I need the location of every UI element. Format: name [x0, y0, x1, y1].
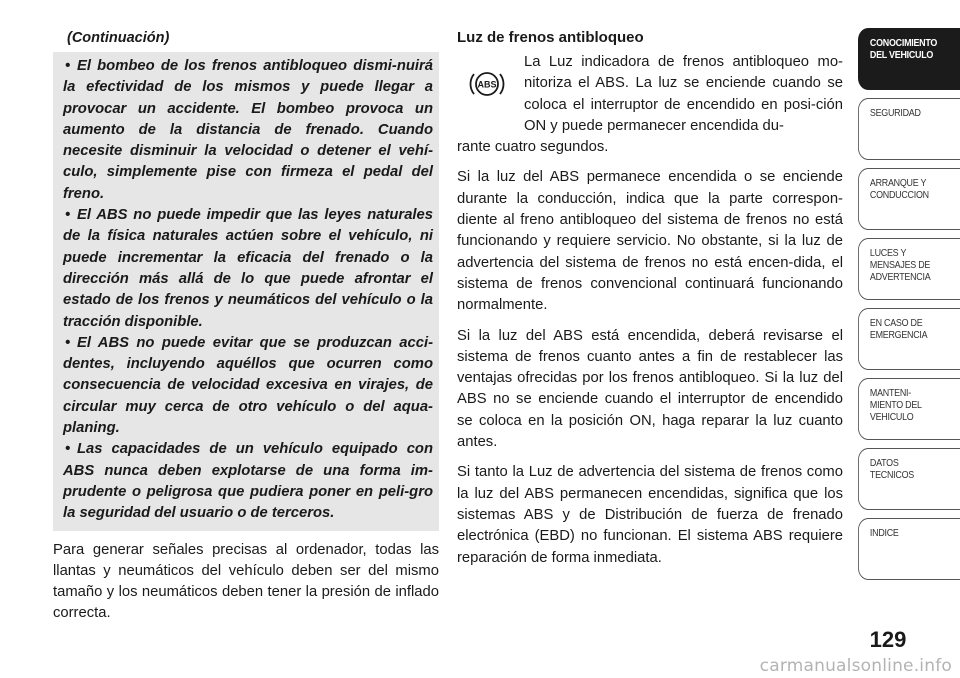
tab-seguridad[interactable]: SEGURIDAD: [858, 98, 960, 160]
warning-item: • El ABS no puede evitar que se produzcan acci-dentes, incluyendo aquéllos que ocurren como consecuencia de velocidad excesiva en virajes, de circular muy cerca de otro vehículo o del aqua-planing.: [63, 334, 433, 437]
body-paragraph: Si la luz del ABS está encendida, deberá revisarse el sistema de frenos cuanto antes a fin de restablecer las ventajas ofrecidas por los frenos antibloqueo. Si la luz del ABS no se enciende cuando el interruptor de encendido se coloca en la posición ON, haga reparar la luz cuanto antes.: [457, 327, 843, 451]
abs-icon-text: ABS: [477, 79, 497, 90]
warning-item: • El bombeo de los frenos antibloqueo dismi-nuirá la efectividad de los mismos y puede llegar a provocar un accidente. El bombeo provoca un aumento de la distancia de frenado. Cuando necesite disminuir la velocidad o detener el vehí-culo, simplemente pise con firmeza el pedal del freno.: [63, 58, 433, 202]
intro-rest-text: rante cuatro segundos.: [457, 139, 609, 156]
bullet-icon: •: [65, 441, 71, 458]
warning-item: • El ABS no puede impedir que las leyes naturales de la física naturales actúen sobre el vehículo, ni puede incrementar la eficacia del frenado o la dirección más allá de lo que puede afrontar el estado de los frenos y neumáticos del vehículo o la tracción disponible.: [63, 207, 433, 330]
body-paragraph: Para generar señales precisas al ordenador, todas las llantas y neumáticos del vehículo deben ser del mismo tamaño y los neumáticos deben tener la presión de inflado correcta.: [53, 541, 439, 622]
tab-indice[interactable]: INDICE: [858, 518, 960, 580]
body-paragraph: Si tanto la Luz de advertencia del sistema de frenos como la luz del ABS permanecen encendidas, significa que los sistemas ABS y de Distribución de fuerza de frenado electrónica (EBD) no funcionan. El sistema ABS requiere reparación de forma inmediata.: [457, 464, 843, 566]
warning-item: • Las capacidades de un vehículo equipado con ABS nunca deben explotarse de una forma im-prudente o peligrosa que pudiera poner en peli-gro la seguridad del usuario o de terceros.: [63, 441, 433, 522]
abs-warning-icon: [467, 64, 507, 104]
intro-indented-text: La Luz indicadora de frenos antibloqueo mo-nitoriza el ABS. La luz se enciende cuando se coloca el interruptor de encendido en posi-ción ON y puede permanecer encendida du-: [524, 54, 843, 134]
page-number: 129: [869, 627, 907, 652]
tab-arranque-y-conduccion[interactable]: ARRANQUE Y CONDUCCION: [858, 168, 960, 230]
tab-conocimiento-del-vehiculo[interactable]: CONOCIMIENTO DEL VEHICULO: [858, 28, 960, 90]
bullet-icon: •: [65, 334, 71, 351]
tab-datos-tecnicos[interactable]: DATOS TECNICOS: [858, 448, 960, 510]
continuation-label: (Continuación): [67, 30, 170, 46]
section-tabs: [858, 28, 960, 588]
abs-intro: [457, 52, 843, 158]
bullet-icon: •: [65, 207, 71, 224]
tab-en-caso-de-emergencia[interactable]: EN CASO DE EMERGENCIA: [858, 308, 960, 370]
body-paragraph: Si la luz del ABS permanece encendida o se enciende durante la conducción, indica que la parte correspon-diente al freno antibloqueo del sistema de frenos no está funcionando y requiere servicio. No obstante, si la luz de advertencia del sistema de frenos no está encen-dida, el sistema de frenos convencional continuará funcionando normalmente.: [457, 169, 843, 314]
warning-box: [53, 52, 439, 531]
watermark: carmanualsonline.info: [759, 656, 952, 676]
tab-mantenimiento[interactable]: MANTENI- MIENTO DEL VEHICULO: [858, 378, 960, 440]
left-column: [53, 28, 439, 625]
section-heading: Luz de frenos antibloqueo: [457, 29, 644, 46]
tab-luces-y-mensajes[interactable]: LUCES Y MENSAJES DE ADVERTENCIA: [858, 238, 960, 300]
bullet-icon: •: [65, 58, 71, 74]
right-column: [457, 28, 843, 569]
